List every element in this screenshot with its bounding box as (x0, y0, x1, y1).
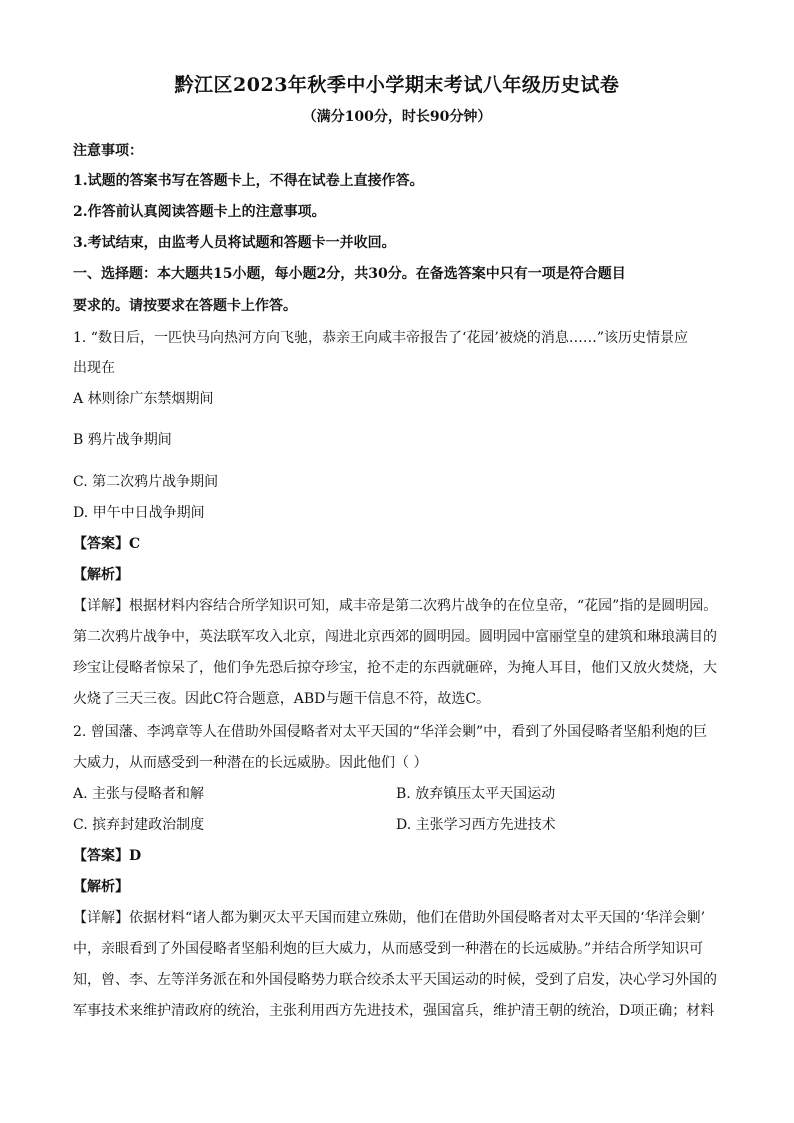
q2-detail-line-3: 知，曾、李、左等洋务派在和外国侵略势力联合绞杀太平天国运动的时候，受到了启发，决心学习外国的 (73, 972, 717, 988)
q2-option-c: C. 摈弃封建政治制度 (73, 817, 205, 833)
q2-detail-line-1: 【详解】依据材料“诸人都为剿灭太平天国而建立殊勋，他们在借助外国侵略者对太平天国的‘华洋会剿’ (73, 910, 706, 926)
q2-option-d: D. 主张学习西方先进技术 (396, 817, 556, 833)
q1-analysis-label: 【解析】 (73, 567, 129, 583)
q1-detail-line-3: 珍宝让侵略者惊呆了，他们争先恐后掠夺珍宝，抢不走的东西就砸碎，为掩人耳目，他们又放火焚烧，大 (73, 660, 717, 676)
q1-detail-line-2: 第二次鸦片战争中，英法联军攻入北京，闯进北京西郊的圆明园。圆明园中富丽堂皇的建筑和琳琅满目的 (73, 629, 717, 645)
section-heading: 一、选择题：本大题共15小题，每小题2分，共30分。在备选答案中只有一项是符合题目 (73, 266, 626, 282)
q1-option-a: A 林则徐广东禁烟期间 (73, 391, 214, 407)
q2-stem: 2. 曾国藩、李鸿章等人在借助外国侵略者对太平天国的“华洋会剿”中，看到了外国侵略者坚船利炮的巨 (73, 724, 708, 740)
q2-analysis-label: 【解析】 (73, 879, 129, 895)
q1-detail-line-1: 【详解】根据材料内容结合所学知识可知，咸丰帝是第二次鸦片战争的在位皇帝，“花园”指的是圆明园。 (73, 598, 718, 614)
exam-subtitle: （满分100分，时长90分钟） (302, 109, 492, 125)
q1-option-d: D. 甲午中日战争期间 (73, 505, 205, 521)
q2-answer: 【答案】D (73, 848, 142, 864)
q1-option-b: B 鸦片战争期间 (73, 432, 172, 448)
q1-stem: 1. “数日后，一匹快马向热河方向飞驰，恭亲王向咸丰帝报告了‘花园’被烧的消息……”该历史情景应 (73, 330, 689, 346)
q1-detail-line-4: 火烧了三天三夜。因此C符合题意，ABD与题干信息不符，故选C。 (73, 691, 491, 707)
notice-item-3: 3.考试结束，由监考人员将试题和答题卡一并收回。 (73, 235, 396, 251)
section-heading-cont: 要求的。请按要求在答题卡上作答。 (73, 298, 297, 314)
q1-stem-cont: 出现在 (73, 360, 115, 376)
q2-detail-line-2: 中，亲眼看到了外国侵略者坚船利炮的巨大威力，从而感受到一种潜在的长远威胁。”并结合所学知识可 (73, 941, 704, 957)
notice-heading: 注意事项： (73, 143, 143, 159)
q2-stem-cont: 大威力，从而感受到一种潜在的长远威胁。因此他们（ ） (73, 755, 428, 771)
exam-title: 黔江区2023年秋季中小学期末考试八年级历史试卷 (174, 74, 620, 96)
notice-item-2: 2.作答前认真阅读答题卡上的注意事项。 (73, 204, 326, 220)
q2-option-a: A. 主张与侵略者和解 (73, 786, 205, 802)
q1-answer: 【答案】C (73, 536, 141, 552)
q2-detail-line-4: 军事技术来维护清政府的统治，主张利用西方先进技术，强国富兵，维护清王朝的统治，D项正确；材料 (73, 1003, 715, 1019)
q1-option-c: C. 第二次鸦片战争期间 (73, 474, 219, 490)
notice-item-1: 1.试题的答案书写在答题卡上，不得在试卷上直接作答。 (73, 173, 424, 189)
q2-option-b: B. 放弃镇压太平天国运动 (396, 786, 556, 802)
